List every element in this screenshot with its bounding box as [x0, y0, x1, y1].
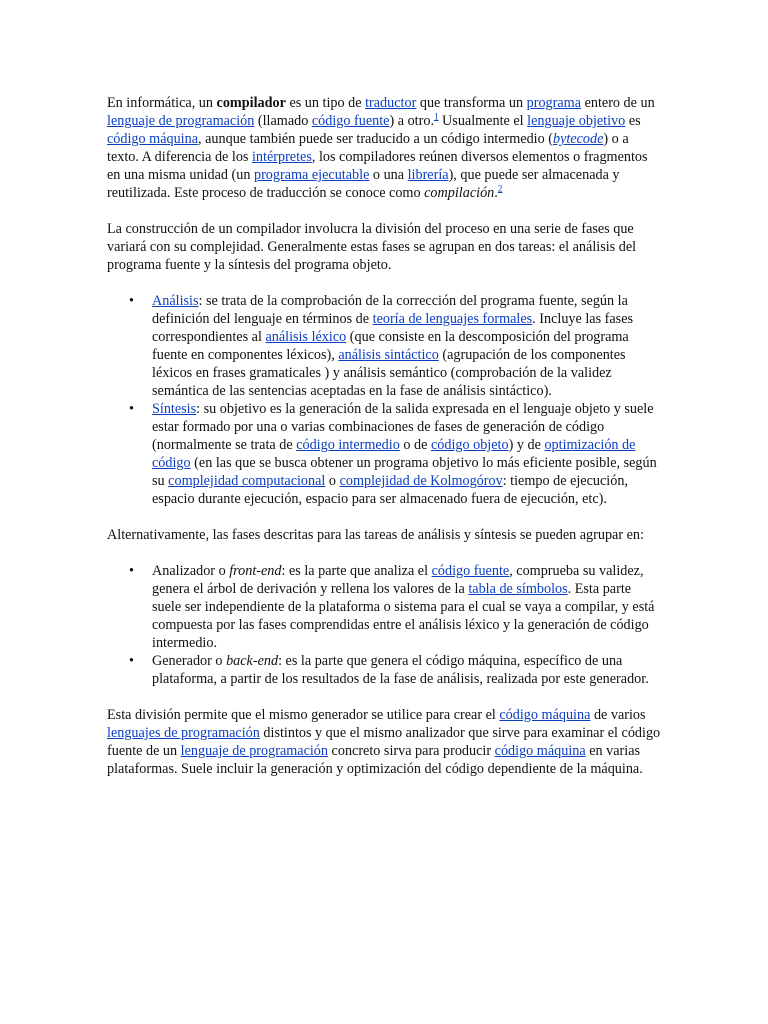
link-complejidad-computacional[interactable]: complejidad computacional — [168, 473, 326, 489]
link-teoria-lenguajes-formales[interactable]: teoría de lenguajes formales — [372, 311, 533, 327]
term-back-end: back-end — [226, 653, 279, 669]
text: entero de un — [581, 95, 655, 111]
text: . Incluye las fases correspondientes al — [152, 311, 634, 345]
text: ), que puede ser almacenada y reutilizada. Este proceso de traducción se conoce como — [107, 167, 620, 201]
text: : es la parte que analiza el — [281, 563, 432, 579]
link-lenguaje-objetivo[interactable]: lenguaje objetivo — [527, 113, 626, 129]
text: : su objetivo es la generación de la salida expresada en el lenguaje objeto y suele estar formado por una o varias combinaciones de fases de generación de código (normalmente se trata de — [152, 401, 654, 453]
text: Generador o — [152, 653, 227, 669]
term-compilacion: compilación — [424, 185, 495, 201]
text: o una — [369, 167, 408, 183]
list-item-analisis — [107, 292, 663, 400]
text: , comprueba su validez, genera el árbol de derivación y rellena los valores de la — [152, 563, 644, 597]
text: (que consiste en la descomposición del programa fuente en componentes léxicos), — [152, 329, 629, 363]
footnote-ref-2[interactable]: 2 — [497, 183, 503, 194]
term-compilador: compilador — [216, 95, 286, 111]
list-item-sintesis — [107, 400, 663, 508]
link-analisis-lexico[interactable]: análisis léxico — [265, 329, 347, 345]
text: : tiempo de ejecución, espacio durante ejecución, espacio para ser almacenado fuera de ejecución, etc). — [152, 473, 628, 507]
link-bytecode[interactable] — [553, 131, 603, 147]
term-front-end: front-end — [229, 563, 282, 579]
link-codigo-fuente[interactable]: código fuente — [431, 563, 510, 579]
task-list — [107, 292, 663, 508]
text: : es la parte que genera el código máquina, específico de una plataforma, a partir de los resultados de la fase de análisis, realizada por este generador. — [152, 653, 649, 687]
list-item-front-end — [107, 562, 663, 652]
text: o — [325, 473, 340, 489]
link-analisis[interactable]: Análisis — [152, 293, 199, 309]
text: , los compiladores reúnen diversos elementos o fragmentos en una misma unidad (un — [107, 149, 648, 183]
link-lenguajes-de-programacion[interactable]: lenguajes de programación — [107, 725, 260, 741]
text: distintos y que el mismo analizador que sirve para examinar el código fuente de un — [107, 725, 661, 759]
text: : se trata de la comprobación de la corrección del programa fuente, según la definición del lenguaje en términos de — [152, 293, 628, 327]
text: ) a otro. — [389, 113, 434, 129]
link-codigo-intermedio[interactable]: código intermedio — [296, 437, 400, 453]
link-tabla-de-simbolos[interactable]: tabla de símbolos — [468, 581, 568, 597]
link-lenguaje-de-programacion[interactable]: lenguaje de programación — [107, 113, 255, 129]
text: Usualmente el — [438, 113, 528, 129]
text: es — [625, 113, 641, 129]
link-codigo-objeto[interactable]: código objeto — [430, 437, 509, 453]
alternative-paragraph: Alternativamente, las fases descritas para las tareas de análisis y síntesis se pueden agrupar en: — [107, 527, 644, 543]
text: . — [494, 185, 498, 201]
text: ) y de — [508, 437, 545, 453]
text: Analizador o — [152, 563, 230, 579]
link-programa[interactable]: programa — [526, 95, 582, 111]
list-item-back-end — [107, 652, 663, 688]
link-traductor[interactable]: traductor — [365, 95, 417, 111]
link-lenguaje-de-programacion[interactable]: lenguaje de programación — [180, 743, 328, 759]
link-codigo-maquina[interactable]: código máquina — [494, 743, 586, 759]
footnote-ref-1[interactable]: 1 — [434, 111, 439, 122]
link-interpretes[interactable]: intérpretes — [251, 149, 312, 165]
text: , aunque también puede ser traducido a un código intermedio ( — [198, 131, 553, 147]
intro-paragraph — [107, 94, 663, 202]
text: (en las que se busca obtener un programa objetivo lo más eficiente posible, según su — [152, 455, 657, 489]
link-analisis-sintactico[interactable]: análisis sintáctico — [338, 347, 439, 363]
link-programa-ejecutable[interactable]: programa ejecutable — [253, 167, 370, 183]
article-body — [107, 94, 663, 796]
link-codigo-maquina[interactable]: código máquina — [107, 131, 199, 147]
text: (agrupación de los componentes léxicos en frases gramaticales ) y análisis semántico (comprobación de la validez semántica de las sentencias aceptadas en la fase de análisis sintáctico). — [152, 347, 626, 399]
text: ) o a texto. A diferencia de los — [107, 131, 629, 165]
division-paragraph — [107, 706, 663, 778]
construction-paragraph: La construcción de un compilador involucra la división del proceso en una serie de fases que variará con su complejidad. Generalmente estas fases se agrupan en dos tareas: el análisis del programa fuente y la síntesis del programa objeto. — [107, 221, 637, 273]
phase-group-list — [107, 562, 663, 688]
text: de varios — [590, 707, 646, 723]
text: concreto sirva para producir — [328, 743, 495, 759]
link-bytecode-text: bytecode — [552, 131, 604, 147]
link-optimizacion-de-codigo[interactable]: optimización de código — [152, 437, 636, 471]
text: en varias plataformas. Suele incluir la generación y optimización del código dependiente de la máquina. — [107, 743, 643, 777]
text: que transforma un — [416, 95, 527, 111]
text: o de — [399, 437, 431, 453]
text: En informática, un — [107, 95, 217, 111]
link-libreria[interactable]: librería — [407, 167, 449, 183]
link-complejidad-kolmogorov[interactable]: complejidad de Kolmogórov — [339, 473, 503, 489]
text: es un tipo de — [285, 95, 366, 111]
link-codigo-fuente[interactable]: código fuente — [311, 113, 390, 129]
text: (llamado — [254, 113, 312, 129]
text: . Esta parte suele ser independiente de la plataforma o sistema para el cual se vaya a compilar, y está compuesta por las fases comprendidas entre el análisis léxico y la generación de código intermedio. — [152, 581, 655, 651]
text: Esta división permite que el mismo generador se utilice para crear el — [107, 707, 500, 723]
link-codigo-maquina[interactable]: código máquina — [499, 707, 591, 723]
link-sintesis[interactable]: Síntesis — [152, 401, 197, 417]
